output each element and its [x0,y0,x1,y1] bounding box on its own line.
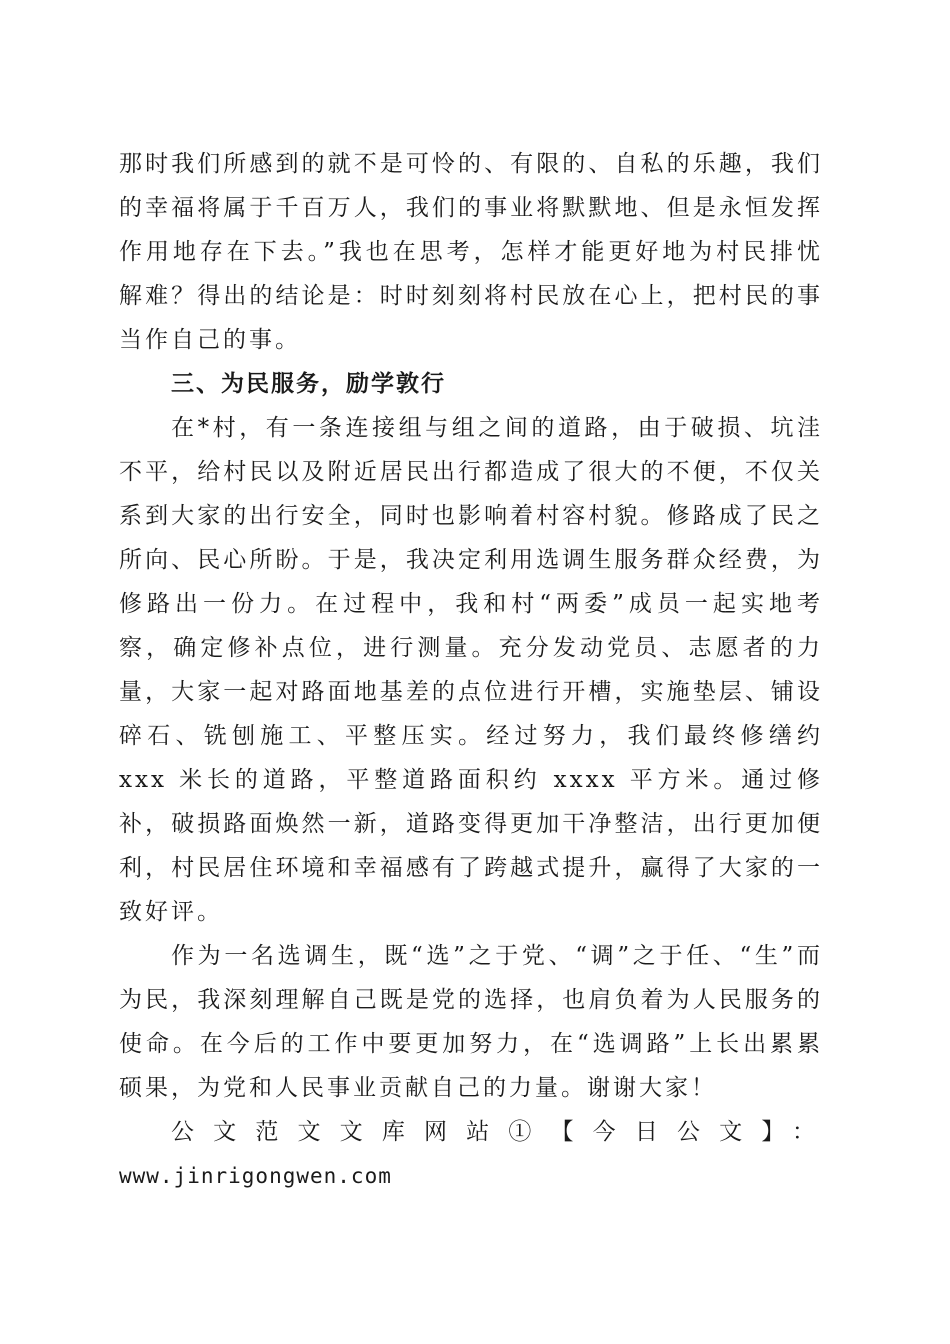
section-heading: 三、为民服务，励学敦行 [171,371,446,397]
document-body [119,142,823,1198]
footer-site-name: 公文范文文库网站①【今日公文】： [171,1119,823,1145]
paragraph-continuation: 那时我们所感到的就不是可怜的、有限的、自私的乐趣，我们的幸福将属于千百万人，我们的事业将默默地、但是永恒发挥作用地存在下去。”我也在思考，怎样才能更好地为村民排忧解难？得出的结论是：时时刻刻将村民放在心上，把村民的事当作自己的事。 [119,151,823,353]
paragraph-closing: 作为一名选调生，既“选”之于党、“调”之于任、“生”而为民，我深刻理解自己既是党的选择，也肩负着为人民服务的使命。在今后的工作中要更加努力，在“选调路”上长出累累硕果，为党和人民事业贡献自己的力量。谢谢大家！ [119,943,823,1101]
footer-url: www.jinrigongwen.com [119,1164,392,1188]
paragraph-road-repair: 在*村，有一条连接组与组之间的道路，由于破损、坑洼不平，给村民以及附近居民出行都造成了很大的不便，不仅关系到大家的出行安全，同时也影响着村容村貌。修路成了民之所向、民心所盼。于是，我决定利用选调生服务群众经费，为修路出一份力。在过程中，我和村“两委”成员一起实地考察，确定修补点位，进行测量。充分发动党员、志愿者的力量，大家一起对路面地基差的点位进行开槽，实施垫层、铺设碎石、铣刨施工、平整压实。经过努力，我们最终修缮约 xxx 米长的道路，平整道路面积约 xxxx 平方米。通过修补，破损路面焕然一新，道路变得更加干净整洁，出行更加便利，村民居住环境和幸福感有了跨越式提升，赢得了大家的一致好评。 [119,415,823,925]
